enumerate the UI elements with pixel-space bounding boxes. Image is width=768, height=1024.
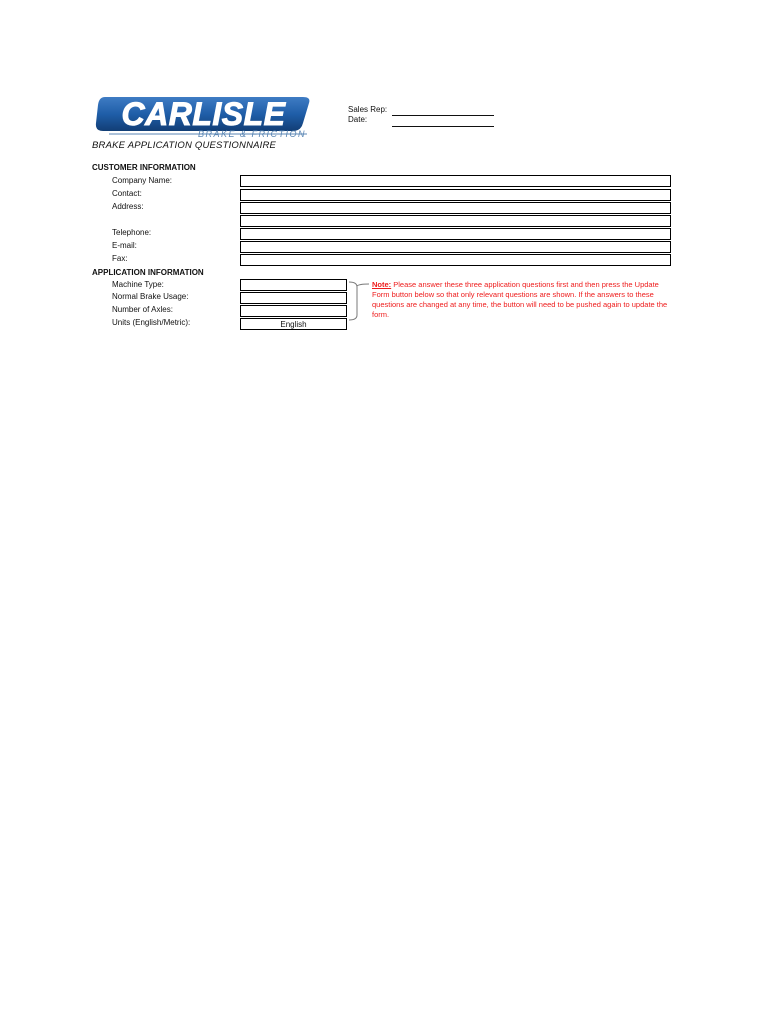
sales-rep-field[interactable] bbox=[392, 115, 494, 116]
number-of-axles-input[interactable] bbox=[240, 305, 347, 317]
units-label: Units (English/Metric): bbox=[112, 318, 191, 327]
fax-label: Fax: bbox=[112, 254, 128, 263]
company-name-label: Company Name: bbox=[112, 176, 173, 185]
address-line2-input[interactable] bbox=[240, 215, 671, 227]
note-bracket bbox=[347, 281, 371, 321]
normal-brake-usage-input[interactable] bbox=[240, 292, 347, 304]
email-label: E-mail: bbox=[112, 241, 137, 250]
customer-information-heading: CUSTOMER INFORMATION bbox=[92, 163, 196, 172]
contact-input[interactable] bbox=[240, 189, 671, 201]
logo-subtitle: BRAKE & FRICTION bbox=[197, 129, 306, 139]
units-select[interactable]: English bbox=[240, 318, 347, 330]
application-information-heading: APPLICATION INFORMATION bbox=[92, 268, 204, 277]
email-input[interactable] bbox=[240, 241, 671, 253]
logo-wordmark: CARLISLE bbox=[121, 95, 286, 132]
sales-rep-label: Sales Rep: bbox=[348, 105, 388, 114]
company-name-input[interactable] bbox=[240, 175, 671, 187]
machine-type-input[interactable] bbox=[240, 279, 347, 291]
date-label: Date: bbox=[348, 115, 368, 124]
normal-brake-usage-label: Normal Brake Usage: bbox=[112, 292, 189, 301]
address-label: Address: bbox=[112, 202, 144, 211]
telephone-label: Telephone: bbox=[112, 228, 152, 237]
instruction-note bbox=[372, 280, 672, 320]
fax-input[interactable] bbox=[240, 254, 671, 266]
note-label: Note: bbox=[372, 280, 392, 289]
machine-type-label: Machine Type: bbox=[112, 280, 164, 289]
contact-label: Contact: bbox=[112, 189, 142, 198]
telephone-input[interactable] bbox=[240, 228, 671, 240]
note-text: Please answer these three application questions first and then press the Update Form button below so that only relevant questions are shown. If the answers to these questions are changed at any time, the button will need to be pushed again to update the form. bbox=[372, 280, 668, 319]
carlisle-logo bbox=[95, 93, 312, 139]
form-title: BRAKE APPLICATION QUESTIONNAIRE bbox=[92, 140, 277, 151]
number-of-axles-label: Number of Axles: bbox=[112, 305, 173, 314]
date-field[interactable] bbox=[392, 126, 494, 127]
address-line1-input[interactable] bbox=[240, 202, 671, 214]
